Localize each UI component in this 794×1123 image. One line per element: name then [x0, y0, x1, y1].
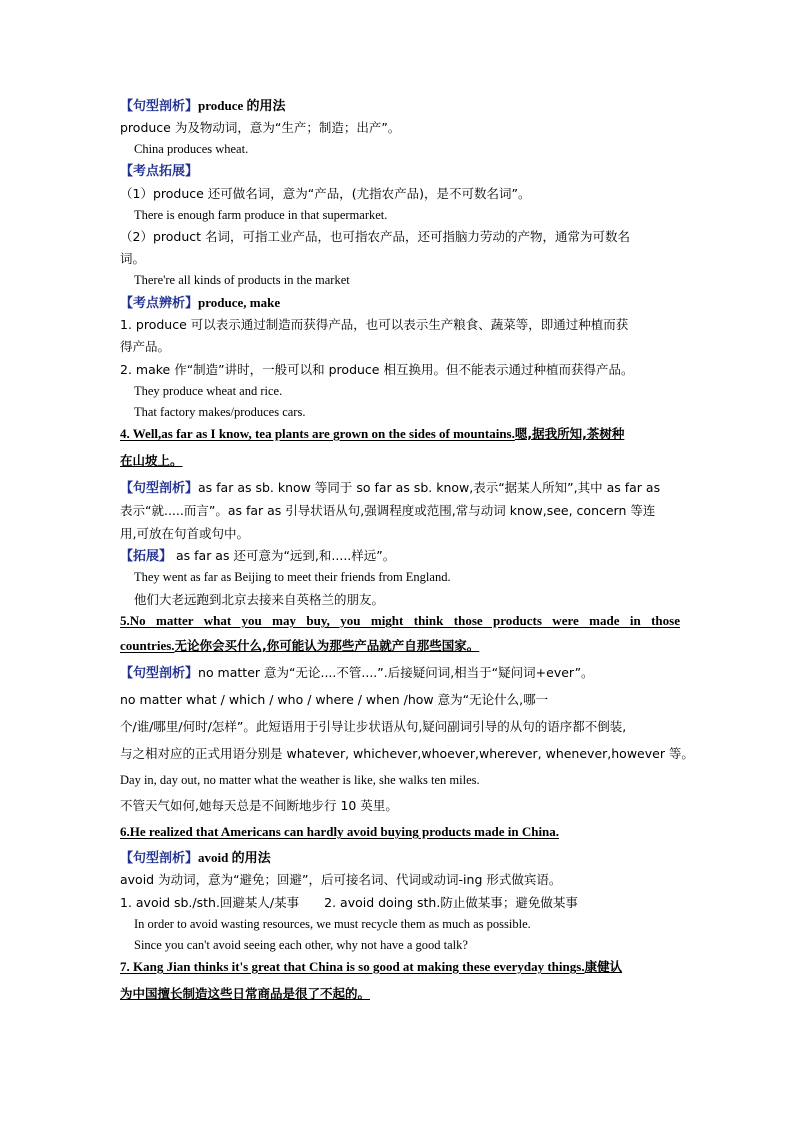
- text-line: 得产品。: [120, 339, 171, 354]
- text-line: 1. avoid sb./sth.回避某人/某事 2. avoid doing sth.防止做某事；避免做某事: [120, 895, 578, 910]
- example-sentence: Since you can't avoid seeing each other, why not have a good talk?: [134, 938, 468, 952]
- key-sentence-english: countries.: [120, 638, 175, 653]
- text-line: 表示“就.....而言”。as far as 引导状语从句,强调程度或范围,常与动词 know,see, concern 等连: [120, 503, 656, 518]
- text-inline: no matter 意为“无论....不管....”.后接疑问词,相当于“疑问词+ever”。: [198, 665, 594, 680]
- heading-extension-2: [120, 547, 680, 565]
- key-sentence-6: [120, 823, 680, 841]
- key-sentence-chinese: 无论你会买什么,你可能认为那些产品就产自那些国家。: [174, 638, 480, 653]
- key-sentence-4-cont: [120, 452, 680, 470]
- text-line: 1. produce 可以表示通过制造而获得产品，也可以表示生产粮食、蔬菜等，即通过种植而获: [120, 317, 629, 332]
- text-line: 2. make 作“制造”讲时，一般可以和 produce 相互换用。但不能表示通过种植而获得产品。: [120, 362, 634, 377]
- text-line: 用,可放在句首或句中。: [120, 526, 249, 541]
- text-line: produce 为及物动词，意为“生产；制造；出产”。: [120, 120, 401, 135]
- text-line: avoid 为动词，意为“避免；回避”，后可接名词、代词或动词-ing 形式做宾语。: [120, 872, 562, 887]
- section-title: avoid 的用法: [198, 850, 271, 865]
- text-inline: as far as sb. know 等同于 so far as sb. know,表示“据某人所知”,其中 as far as: [198, 480, 661, 495]
- key-sentence-5-cont: [120, 637, 680, 655]
- example-sentence: There're all kinds of products in the market: [134, 273, 350, 287]
- key-sentence-chinese: 为中国擅长制造这些日常商品是很了不起的。: [120, 986, 371, 1001]
- section-title: produce 的用法: [198, 98, 286, 113]
- heading-distinction: [120, 294, 680, 312]
- section-label: 【考点辨析】: [120, 296, 199, 311]
- section-label: 【句型剖析】: [120, 666, 199, 681]
- key-sentence-chinese: 康健认: [584, 959, 623, 974]
- section-title: produce, make: [198, 295, 281, 310]
- key-sentence-chinese: 在山坡上。: [120, 453, 183, 468]
- example-sentence: China produces wheat.: [134, 142, 249, 156]
- key-sentence-7-cont: [120, 985, 680, 1003]
- key-sentence-4: [120, 425, 680, 443]
- key-sentence-english: 4. Well,as far as I know, tea plants are grown on the sides of mountains.: [120, 426, 515, 441]
- text-inline: as far as 还可意为“远到,和.....样远”。: [172, 548, 396, 563]
- text-line: 个/谁/哪里/何时/怎样”。此短语用于引导让步状语从句,疑问副词引导的从句的语序都不倒装,: [120, 719, 627, 734]
- key-sentence-english: 7. Kang Jian thinks it's great that China is so good at making these everyday things.: [120, 959, 585, 974]
- heading-extension: [120, 163, 680, 180]
- example-sentence: That factory makes/produces cars.: [134, 405, 306, 419]
- example-sentence: In order to avoid wasting resources, we must recycle them as much as possible.: [134, 917, 531, 931]
- text-line: 与之相对应的正式用语分别是 whatever, whichever,whoever,wherever, whenever,however 等。: [120, 746, 694, 761]
- example-sentence: There is enough farm produce in that supermarket.: [134, 208, 388, 222]
- text-line: no matter what / which / who / where / when /how 意为“无论什么,哪一: [120, 692, 549, 707]
- heading-sentence-analysis: [120, 849, 680, 867]
- example-sentence: Day in, day out, no matter what the weather is like, she walks ten miles.: [120, 773, 480, 787]
- example-translation: 不管天气如何,她每天总是不间断地步行 10 英里。: [120, 798, 398, 813]
- section-label: 【句型剖析】: [120, 851, 199, 866]
- key-sentence-english: 6.He realized that Americans can hardly avoid buying products made in China.: [120, 824, 560, 839]
- heading-sentence-analysis: [120, 664, 680, 682]
- key-sentence-7: [120, 958, 680, 976]
- text-line: （1）produce 还可做名词，意为“产品，(尤指农产品)，是不可数名词”。: [120, 186, 531, 201]
- text-line: 词。: [120, 251, 146, 266]
- key-sentence-5: 5.No matter what you may buy, you might think those products were made in those: [120, 613, 680, 628]
- heading-sentence-analysis: [120, 97, 680, 115]
- section-label: 【句型剖析】: [120, 481, 199, 496]
- section-label: 【句型剖析】: [120, 99, 199, 114]
- text-line: （2）product 名词，可指工业产品，也可指农产品，还可指脑力劳动的产物，通常为可数名: [120, 229, 631, 244]
- example-translation: 他们大老远跑到北京去接来自英格兰的朋友。: [134, 592, 385, 607]
- example-sentence: They went as far as Beijing to meet their friends from England.: [134, 570, 451, 584]
- section-label: 【考点拓展】: [120, 164, 199, 179]
- heading-sentence-analysis: [120, 479, 680, 497]
- key-sentence-chinese: 嗯,据我所知,茶树种: [514, 426, 625, 441]
- section-label: 【拓展】: [120, 549, 173, 564]
- example-sentence: They produce wheat and rice.: [134, 384, 283, 398]
